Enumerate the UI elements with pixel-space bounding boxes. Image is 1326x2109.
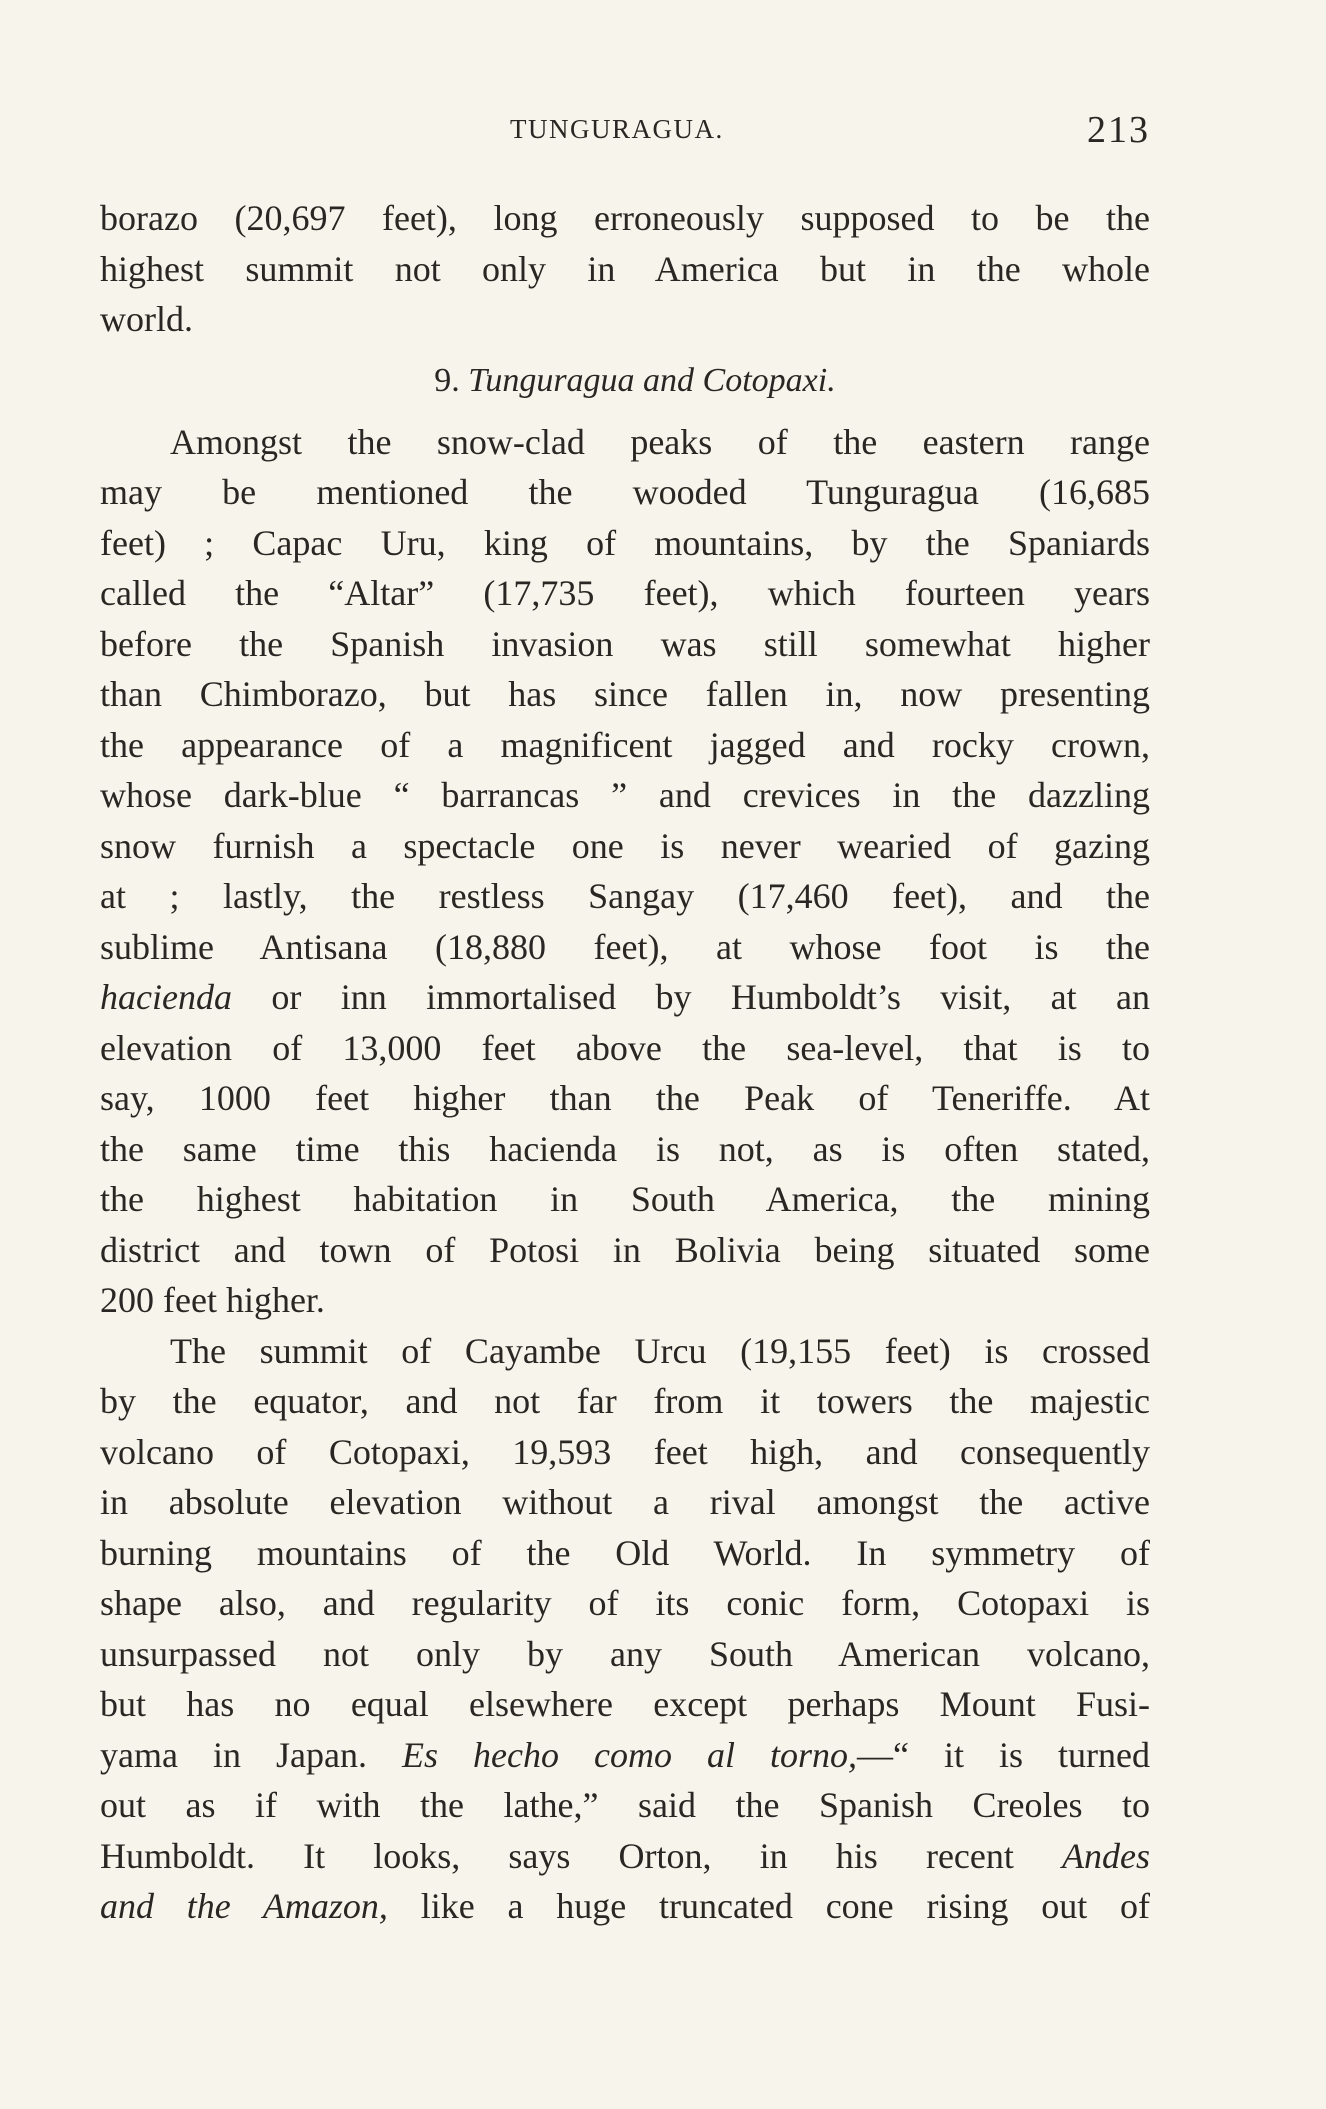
- running-title: TUNGURAGUA.: [510, 114, 724, 144]
- text-fragment: yama in Japan.: [100, 1734, 367, 1775]
- text-line: say, 1000 feet higher than the Peak of Teneriffe. At: [100, 1078, 1150, 1118]
- text-line: borazo (20,697 feet), long erroneously supposed to be the: [100, 198, 1150, 238]
- text-line: volcano of Cotopaxi, 19,593 feet high, and consequently: [100, 1431, 1150, 1472]
- text-line: [100, 1730, 1150, 1781]
- running-header: [100, 108, 1150, 152]
- text-line: than Chimborazo, but has since fallen in, now presenting: [100, 674, 1150, 714]
- text-line: [100, 972, 1150, 1023]
- text-line: [100, 1881, 1150, 1932]
- text-line: out as if with the lathe,” said the Spanish Creoles to: [100, 1785, 1150, 1825]
- text-line: sublime Antisana (18,880 feet), at whose foot is the: [100, 926, 1150, 967]
- text-line: called the “Altar” (17,735 feet), which fourteen years: [100, 573, 1150, 613]
- text-line: 200 feet higher.: [100, 1280, 325, 1320]
- text-line: but has no equal elsewhere except perhaps Mount Fusi-: [100, 1684, 1150, 1724]
- text-fragment: Humboldt. It looks, says Orton, in his recent: [100, 1835, 1014, 1876]
- text-line: whose dark-blue “ barrancas ” and crevices in the dazzling: [100, 775, 1150, 815]
- section-title: Tunguragua and Cotopaxi.: [468, 361, 836, 399]
- text-line: The summit of Cayambe Urcu (19,155 feet) is crossed: [170, 1330, 1150, 1371]
- text-line: feet) ; Capac Uru, king of mountains, by the Spaniards: [100, 522, 1150, 563]
- text-line: elevation of 13,000 feet above the sea-level, that is to: [100, 1027, 1150, 1068]
- text-line: district and town of Potosi in Bolivia being situated some: [100, 1229, 1150, 1270]
- text-line: highest summit not only in America but in the whole: [100, 248, 1150, 289]
- text-line: in absolute elevation without a rival amongst the active: [100, 1482, 1150, 1522]
- italic-word: hacienda: [100, 977, 232, 1017]
- section-heading: [100, 345, 1150, 417]
- section-number: 9.: [434, 361, 460, 399]
- page-number: 213: [1087, 109, 1150, 151]
- text-line: may be mentioned the wooded Tunguragua (16,685: [100, 472, 1150, 512]
- text-line: Amongst the snow-clad peaks of the eastern range: [170, 421, 1150, 462]
- text-line: burning mountains of the Old World. In symmetry of: [100, 1532, 1150, 1573]
- text-fragment: —“ it is turned: [857, 1734, 1151, 1775]
- text-line: before the Spanish invasion was still somewhat higher: [100, 623, 1150, 664]
- text-fragment: or inn immortalised by Humboldt’s visit, at an: [271, 977, 1150, 1017]
- text-fragment: like a huge truncated cone rising out of: [420, 1886, 1151, 1926]
- text-line: world.: [100, 299, 193, 339]
- text-line: the same time this hacienda is not, as is often stated,: [100, 1128, 1150, 1169]
- text-line: unsurpassed not only by any South American volcano,: [100, 1633, 1150, 1674]
- text-line: the appearance of a magnificent jagged and rocky crown,: [100, 724, 1150, 765]
- text-line: the highest habitation in South America, the mining: [100, 1179, 1150, 1219]
- text-line: snow furnish a spectacle one is never wearied of gazing: [100, 825, 1150, 866]
- text-line: shape also, and regularity of its conic form, Cotopaxi is: [100, 1583, 1150, 1623]
- italic-title: and the Amazon,: [100, 1886, 388, 1926]
- body-text: [100, 193, 1150, 1932]
- text-line: at ; lastly, the restless Sangay (17,460 feet), and the: [100, 876, 1150, 916]
- text-line: by the equator, and not far from it towers the majestic: [100, 1381, 1150, 1421]
- text-line: [100, 1831, 1150, 1882]
- italic-phrase: Es hecho como al torno,: [401, 1734, 857, 1775]
- italic-title: Andes: [1062, 1835, 1150, 1876]
